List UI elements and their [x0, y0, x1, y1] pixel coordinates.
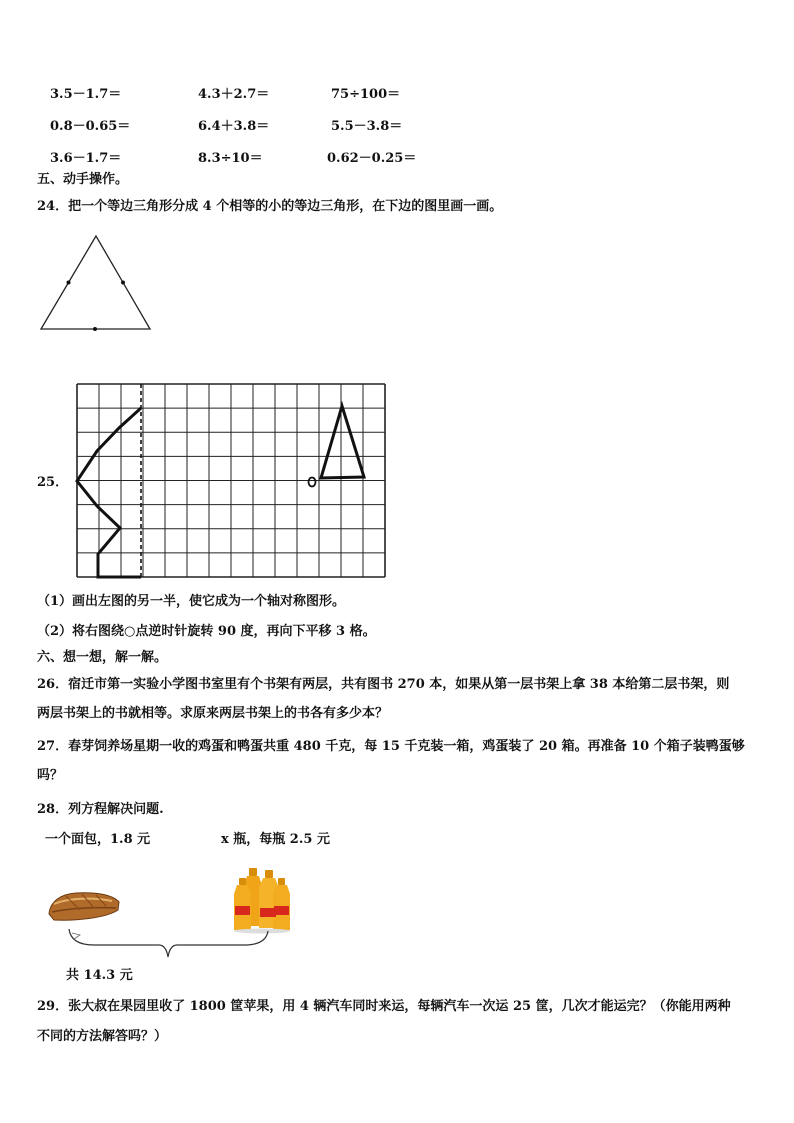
right-midpoint-dot: [121, 281, 125, 285]
bread-price-label: 一个面包，1.8 元: [45, 832, 151, 847]
equilateral-triangle-figure: [38, 233, 154, 333]
question-25-part2: （2）将右图绕○点逆时针旋转 90 度，再向下平移 3 格。: [37, 624, 376, 639]
calc-2-3: 5.5－3.8＝: [331, 119, 403, 134]
total-price-label: 共 14.3 元: [66, 968, 133, 983]
question-28: 28．列方程解决问题.: [37, 802, 164, 817]
triangle-outline: [41, 236, 150, 329]
bread-image: [46, 888, 122, 924]
question-29-line2: 不同的方法解答吗？）: [37, 1029, 168, 1044]
left-half-shape: [77, 408, 141, 577]
grid-figure: [74, 381, 388, 581]
calc-3-3: 0.62－0.25＝: [327, 151, 417, 166]
juice-bottles-image: [232, 866, 292, 934]
calc-3-1: 3.6－1.7＝: [50, 151, 122, 166]
total-brace: [66, 927, 272, 959]
left-midpoint-dot: [67, 281, 71, 285]
calc-1-1: 3.5－1.7＝: [50, 87, 122, 102]
bottom-midpoint-dot: [93, 327, 97, 331]
question-25-number: 25．: [37, 475, 69, 490]
calc-3-2: 8.3÷10＝: [198, 151, 263, 166]
question-27-line1: 27．春芽饲养场星期一收的鸡蛋和鸭蛋共重 480 千克，每 15 千克装一箱，鸡蛋装了 20 箱。再准备 10 个箱子装鸭蛋够: [37, 739, 745, 754]
rotation-center-o: [309, 478, 316, 487]
question-27-line2: 吗？: [37, 768, 64, 783]
section6-title: 六、想一想，解一解。: [37, 650, 168, 665]
calc-2-1: 0.8－0.65＝: [50, 119, 131, 134]
calc-1-2: 4.3＋2.7＝: [198, 87, 270, 102]
calc-2-2: 6.4＋3.8＝: [198, 119, 270, 134]
section5-title: 五、动手操作。: [37, 172, 129, 187]
bottles-price-label: x 瓶，每瓶 2.5 元: [221, 832, 330, 847]
calc-1-3: 75÷100＝: [331, 87, 401, 102]
question-29-line1: 29．张大叔在果园里收了 1800 筐苹果，用 4 辆汽车同时来运，每辆汽车一次运 25 筐，几次才能运完？（你能用两种: [37, 999, 731, 1014]
question-26-line2: 两层书架上的书就相等。求原来两层书架上的书各有多少本？: [37, 706, 389, 721]
question-24: 24．把一个等边三角形分成 4 个相等的小的等边三角形，在下边的图里画一画。: [37, 199, 503, 214]
question-26-line1: 26．宿迁市第一实验小学图书室里有个书架有两层，共有图书 270 本，如果从第一层书架上拿 38 本给第二层书架，则: [37, 677, 730, 692]
right-triangle-shape: [321, 406, 364, 478]
question-25-part1: （1）画出左图的另一半，使它成为一个轴对称图形。: [37, 594, 346, 609]
